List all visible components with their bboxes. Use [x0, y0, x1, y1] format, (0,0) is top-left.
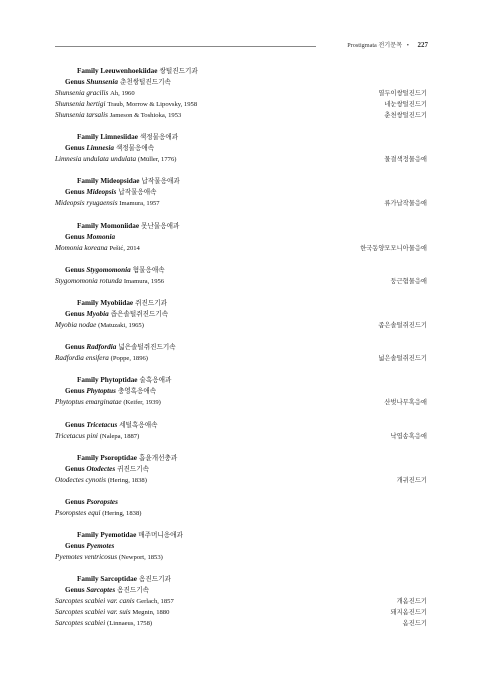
genus-heading — [55, 77, 427, 88]
rank-label: Family — [77, 177, 101, 186]
genus-heading — [55, 585, 427, 596]
species-author: Traub, Morrow & Lipovsky, 1958 — [107, 101, 198, 108]
species-entry — [55, 154, 176, 165]
taxon-name: Pyemotes — [86, 542, 115, 551]
rank-label: Genus — [65, 542, 87, 551]
rank-label: Genus — [65, 265, 87, 274]
rank-label: Genus — [65, 464, 87, 473]
korean-name: 술혹응애과 — [139, 376, 172, 385]
species-entry — [55, 475, 147, 486]
taxon-name: Stygomomonia — [86, 265, 131, 274]
species-row — [55, 198, 427, 209]
species-author: (Newport, 1853) — [118, 554, 163, 562]
taxon-group — [55, 530, 427, 563]
family-heading — [55, 375, 427, 386]
species-korean-name: 돼지옴진드기 — [390, 609, 427, 617]
genus-heading — [55, 464, 427, 475]
korean-name: 색정물응애과 — [139, 133, 179, 142]
taxon-name: Phytoptus — [86, 387, 116, 396]
taxon-group — [55, 420, 427, 442]
species-korean-name: 한국동양모모니아물응애 — [360, 244, 427, 252]
taxon-name: Limnesiidae — [100, 133, 138, 142]
species-name: Psoropstes equi — [55, 508, 101, 517]
species-korean-name: 둥근혐물응애 — [390, 277, 427, 285]
species-korean-name: 개옴진드기 — [396, 598, 427, 606]
taxon-group — [55, 132, 427, 165]
species-row — [55, 320, 427, 331]
taxon-name: Radfordia — [86, 343, 117, 352]
korean-name: 세털혹응애속 — [119, 420, 158, 429]
rank-label: Family — [77, 221, 101, 230]
species-name: Sarcoptes scabiei var. suis — [55, 608, 131, 617]
species-name: Radfordia ensifera — [55, 354, 109, 363]
species-entry — [55, 88, 135, 99]
species-row — [55, 431, 427, 442]
species-korean-name: 물결색정물응애 — [384, 156, 427, 164]
rank-label: Genus — [65, 144, 87, 153]
korean-name: 넓은솔털쥐진드기속 — [118, 343, 176, 352]
species-entry — [55, 397, 161, 408]
species-author: Ah, 1960 — [110, 90, 135, 97]
species-author: Gerlach, 1857 — [136, 598, 174, 606]
rank-label: Genus — [65, 497, 87, 506]
rank-label: Family — [77, 67, 101, 75]
taxon-group — [55, 497, 427, 519]
korean-name: 쌍털진드기과 — [159, 67, 198, 75]
rank-label: Family — [77, 575, 101, 584]
header-text — [347, 40, 428, 49]
rank-label: Genus — [65, 309, 87, 318]
species-author: (Nalepa, 1887) — [99, 432, 140, 440]
species-author: Pešić, 2014 — [109, 244, 140, 252]
header-separator: • — [406, 42, 409, 49]
species-name: Stygomomonia rotunda — [55, 276, 123, 285]
rank-label: Family — [77, 298, 101, 307]
species-name: Tricetacus pini — [55, 431, 98, 440]
korean-name: 옴진드기과 — [138, 575, 171, 584]
korean-name: 흡윤개선충과 — [138, 453, 178, 462]
family-heading — [55, 298, 427, 309]
species-author: Imamura, 1956 — [123, 277, 165, 285]
korean-name: 납작물응애속 — [118, 188, 157, 197]
page-number: 227 — [417, 41, 428, 49]
korean-name: 매주머니응애과 — [138, 531, 183, 540]
taxon-group — [55, 298, 427, 331]
species-korean-name: 류가납작물응애 — [384, 200, 427, 208]
species-korean-name: 산벚나무혹응애 — [384, 399, 427, 407]
taxon-name: Sarcoptes — [86, 586, 116, 595]
header-rule — [55, 46, 316, 47]
taxon-name: Psoropstes — [86, 497, 118, 506]
species-row — [55, 99, 427, 110]
taxon-group — [55, 265, 427, 287]
species-korean-name: 춘천쌍털진드기 — [384, 112, 427, 119]
genus-heading — [55, 386, 427, 397]
species-name: Momonia koreana — [55, 243, 108, 252]
korean-name: 못난물응애과 — [141, 221, 180, 230]
species-name: Mideopsis ryugaensis — [55, 199, 118, 208]
korean-name: 납작물응애과 — [141, 177, 180, 186]
taxon-name: Phytoptidae — [100, 376, 138, 385]
taxon-group — [55, 375, 427, 408]
species-row — [55, 276, 427, 287]
taxon-name: Leeuwenhoekiidae — [100, 67, 158, 75]
species-row — [55, 88, 427, 99]
species-row — [55, 243, 427, 254]
genus-heading — [55, 143, 427, 154]
species-name: Limnesia undulata undulata — [55, 155, 137, 164]
family-heading — [55, 453, 427, 464]
species-row — [55, 618, 427, 629]
species-korean-name: 넓은솔털쥐진드기 — [378, 355, 427, 363]
species-row — [55, 110, 427, 121]
species-row — [55, 397, 427, 408]
species-name: Pyemotes ventricosus — [55, 553, 118, 562]
genus-heading — [55, 265, 427, 276]
species-entry — [55, 198, 160, 209]
species-entry — [55, 431, 139, 442]
genus-heading — [55, 497, 427, 508]
species-name: Otodectes cynotis — [55, 475, 106, 484]
taxon-group — [55, 453, 427, 486]
species-author: (Poppe, 1896) — [110, 355, 149, 363]
running-header — [55, 40, 428, 52]
species-row — [55, 552, 427, 563]
genus-heading — [55, 309, 427, 320]
species-author: Imamura, 1957 — [119, 200, 160, 208]
korean-name: 귀진드기속 — [117, 464, 149, 473]
species-row — [55, 353, 427, 364]
species-entry — [55, 618, 152, 629]
species-author: (Matuzaki, 1965) — [98, 321, 144, 329]
rank-label: Genus — [65, 343, 87, 352]
species-entry — [55, 99, 197, 110]
species-name: Sarcoptes scabiei — [55, 619, 106, 628]
taxon-name: Pyemotidae — [100, 531, 137, 540]
species-name: Shunsenia tarsalis — [55, 111, 108, 119]
family-heading — [55, 132, 427, 143]
korean-name: 색정물응애속 — [115, 144, 155, 153]
korean-name: 옴진드기속 — [117, 586, 149, 595]
rank-label: Family — [77, 133, 101, 142]
species-row — [55, 475, 427, 486]
taxon-group — [55, 176, 427, 209]
rank-label: Genus — [65, 387, 87, 396]
header-section: Prostigmata 전기문목 — [347, 42, 403, 49]
species-name: Myobia nodae — [55, 320, 97, 329]
genus-heading — [55, 541, 427, 552]
rank-label: Family — [77, 531, 101, 540]
family-heading — [55, 530, 427, 541]
species-author: (Hering, 1838) — [102, 509, 142, 517]
species-name: Sarcoptes scabiei var. canis — [55, 597, 135, 606]
species-korean-name: 좁은솔털쥐진드기 — [378, 321, 427, 329]
species-author: (Keifer, 1939) — [123, 399, 161, 407]
species-row — [55, 508, 427, 519]
species-row — [55, 607, 427, 618]
species-entry — [55, 353, 148, 364]
genus-heading — [55, 342, 427, 353]
korean-name: 혐물응애속 — [132, 265, 165, 274]
family-heading — [55, 66, 427, 77]
species-author: (Müller, 1776) — [137, 156, 177, 164]
taxon-name: Myobia — [86, 309, 109, 318]
family-heading — [55, 221, 427, 232]
species-author: Megnin, 1880 — [132, 609, 170, 617]
family-heading — [55, 574, 427, 585]
species-entry — [55, 276, 164, 287]
species-entry — [55, 110, 181, 121]
species-name: Shunsenia hertigi — [55, 100, 106, 108]
taxon-name: Otodectes — [86, 464, 116, 473]
taxon-name: Momonia — [86, 232, 116, 241]
species-korean-name: 낙엽송혹응애 — [390, 432, 427, 440]
taxon-name: Mideopsidae — [100, 177, 140, 186]
species-entry — [55, 596, 174, 607]
species-author: (Linnaeus, 1758) — [107, 620, 153, 628]
taxon-name: Tricetacus — [86, 420, 118, 429]
species-entry — [55, 508, 141, 519]
species-author: (Hering, 1838) — [107, 476, 147, 484]
taxon-name: Psoroptidae — [100, 453, 137, 462]
korean-name: 충영혹응애속 — [117, 387, 157, 396]
species-row — [55, 596, 427, 607]
taxon-group — [55, 66, 427, 121]
species-korean-name: 열두이쌍털진드기 — [378, 90, 427, 97]
taxon-name: Sarcoptidae — [100, 575, 137, 584]
rank-label: Family — [77, 453, 101, 462]
taxon-name: Mideopsis — [86, 188, 117, 197]
korean-name: 좁은솔털쥐진드기속 — [110, 309, 169, 318]
rank-label: Family — [77, 376, 101, 385]
species-entry — [55, 607, 169, 618]
species-name: Phytoptus emarginatae — [55, 398, 122, 407]
genus-heading — [55, 187, 427, 198]
taxon-name: Momoniidae — [100, 221, 140, 230]
genus-heading — [55, 232, 427, 243]
rank-label: Genus — [65, 78, 87, 86]
rank-label: Genus — [65, 188, 87, 197]
species-row — [55, 154, 427, 165]
taxon-group — [55, 574, 427, 629]
genus-heading — [55, 420, 427, 431]
rank-label: Genus — [65, 586, 87, 595]
taxon-name: Myobiidae — [100, 298, 134, 307]
species-name: Shunsenia gracilis — [55, 89, 109, 97]
taxon-list — [55, 66, 427, 640]
species-korean-name: 개귀진드기 — [396, 476, 427, 484]
rank-label: Genus — [65, 232, 87, 241]
species-korean-name: 옴진드기 — [402, 620, 427, 628]
rank-label: Genus — [65, 420, 87, 429]
family-heading — [55, 176, 427, 187]
korean-name: 쥐진드기과 — [135, 298, 167, 307]
taxon-group — [55, 221, 427, 254]
korean-name: 춘천쌍털진드기속 — [119, 78, 171, 86]
species-korean-name: 네눈쌍털진드기 — [384, 101, 427, 108]
species-entry — [55, 552, 163, 563]
species-author: Jameson & Toshioka, 1953 — [109, 112, 182, 119]
species-entry — [55, 243, 140, 254]
species-entry — [55, 320, 144, 331]
taxon-group — [55, 342, 427, 364]
taxon-name: Limnesia — [86, 144, 114, 153]
taxon-name: Shunsenia — [86, 78, 118, 86]
